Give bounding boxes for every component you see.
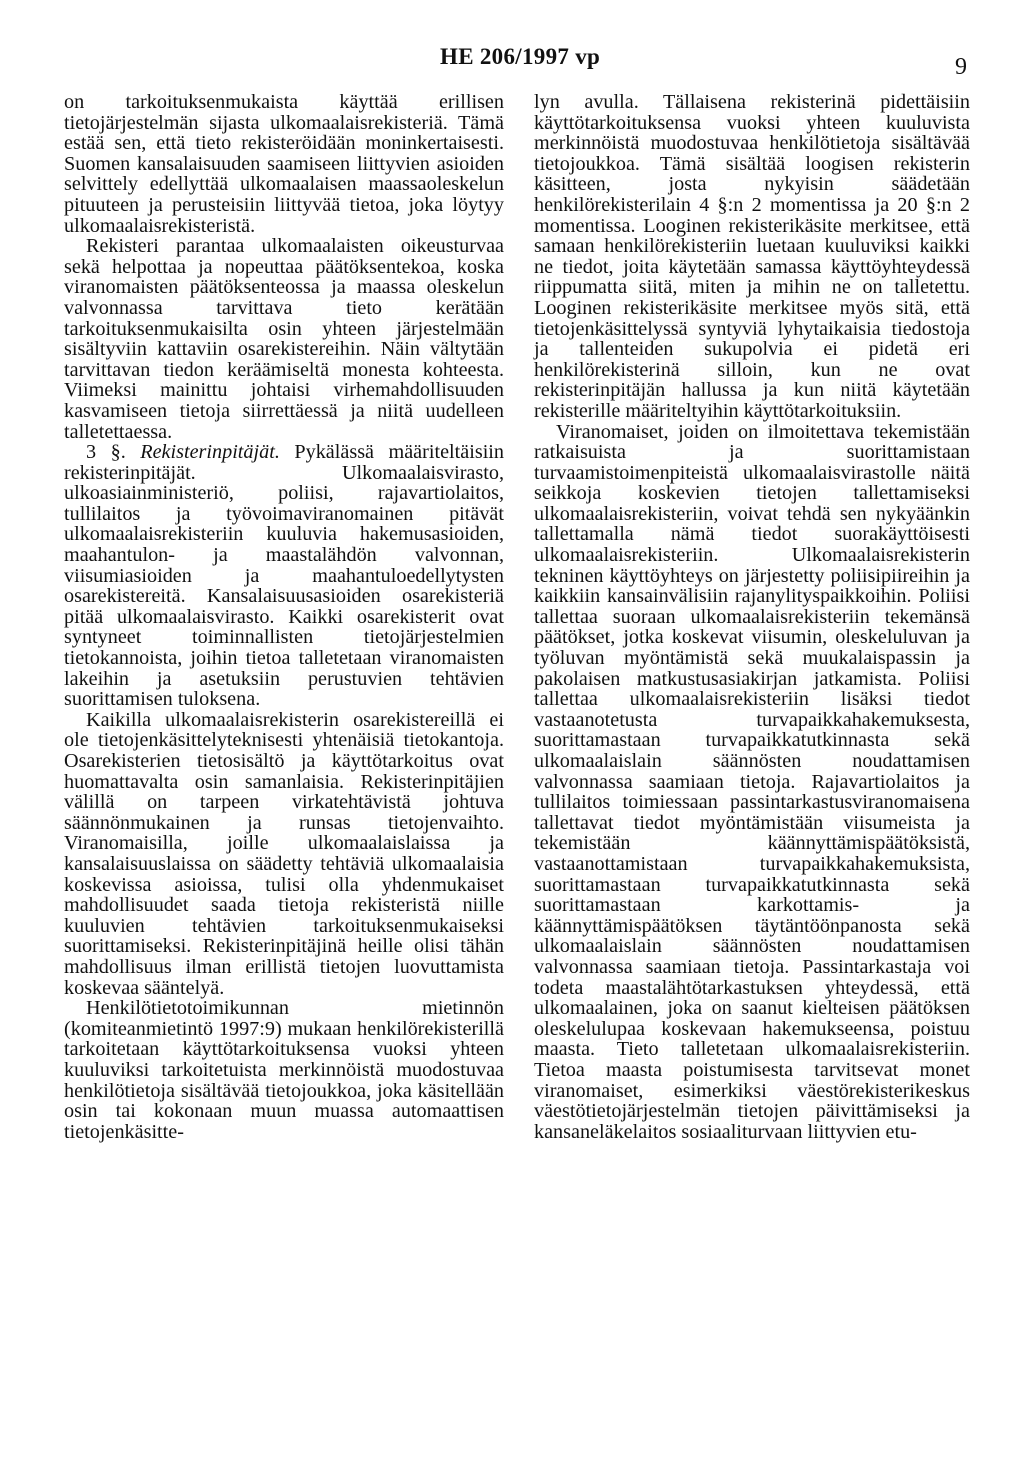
right-column: [534, 92, 970, 1142]
paragraph: Rekisteri parantaa ulkomaalaisten oikeusturvaa sekä helpottaa ja nopeuttaa päätöksentekoa, koska viranomaisten päätöksenteossa ja maassa oleskelun valvonnassa tarvittava tieto kerätään tarkoituksenmukaisilta osin yhteen järjestelmään sisältyviin kattaviin osarekistereihin. Näin vältytään tarvittavan tiedon keräämiseltä monesta kohteesta. Viimeksi mainittu johtaisi virhemahdollisuuden kasvamiseen tietoja siirrettäessä ja niitä uudelleen talletettaessa.: [64, 235, 504, 443]
section-body: Pykälässä määriteltäisiin rekisterinpitäjät. Ulkomaalaisvirasto, ulkoasiainministeriö, poliisi, rajavartiolaitos, tullilaitos ja työvoimaviranomainen pitävät ulkomaalaisrekisteriin kuuluvia hakemusasioiden, maahantulon- ja maastalähdön valvonnan, viisumiasioiden ja maahantuloedellytysten osarekistereitä. Kansalaisuusasioiden osarekisteriä pitää ulkomaalaisvirasto. Kaikki osarekisterit ovat syntyneet toiminnallisten tietojärjestelmien tietokannoista, joihin tietoa talletetaan viranomaisten lakeihin ja asetuksiin perustuvien tehtävien suorittamisen tuloksena.: [64, 441, 504, 711]
document-id: HE 206/1997 vp: [440, 44, 601, 69]
paragraph: lyn avulla. Tällaisena rekisterinä pidettäisiin käyttötarkoituksensa vuoksi yhteen kuuluvista merkinnöistä muodostuvaa henkilötietoja sisältävää tietojoukkoa. Tämä sisältää loogisen rekisterin käsitteen, josta nykyisin säädetään henkilörekisterilain 4 §:n 2 momentissa ja 20 §:n 2 momentissa. Looginen rekisterikäsite merkitsee, että samaan henkilörekisteriin luetaan kuuluviksi kaikki ne tiedot, joita käytetään samassa käyttöyhteydessä riippumatta siitä, miten ja mihin ne on talletettu. Looginen rekisterikäsite merkitsee myös sitä, että tietojenkäsittelyssä syntyviä lyhytaikaisia tiedostoja ja tallenteiden sukupolvia ei pidetä eri henkilörekisterinä silloin, kun ne ovat rekisterinpitäjän hallussa ja kun niitä käytetään rekisterille määriteltyihin käyttötarkoituksiin.: [534, 91, 970, 422]
page-number: 9: [955, 54, 967, 80]
section-title: Rekisterinpitäjät.: [140, 441, 280, 464]
paragraph: on tarkoituksenmukaista käyttää erillisen tietojärjestelmän sijasta ulkomaalaisrekisteriä. Tämä estää sen, että tieto rekisteröidään moninkertaisesti. Suomen kansalaisuuden saamiseen liittyvien asioiden selvittely edellyttää ulkomaalaisen maassaoleskelun pituuteen ja perusteisiin liittyvää tietoa, joka löytyy ulkomaalaisrekisteristä.: [64, 91, 504, 237]
page-header: [0, 44, 1024, 84]
section-number: 3 §.: [86, 441, 126, 464]
section-paragraph: [64, 442, 504, 710]
left-column: [64, 92, 504, 1142]
paragraph: Viranomaiset, joiden on ilmoitettava tekemistään ratkaisuista ja suorittamistaan turvaamistoimenpiteistä ulkomaalaisvirastolle näitä seikkoja koskevien tietojen tallettamiseksi ulkomaalaisrekisteriin, voivat tehdä sen nykyäänkin tallettamalla nämä tiedot suorakäyttöisesti ulkomaalaisrekisteriin. Ulkomaalaisrekisterin tekninen käyttöyhteys on järjestetty poliisipiireihin ja kaikkiin kansainvälisiin rajanylityspaikkoihin. Poliisi tallettaa suoraan ulkomaalaisrekisteriin tekemänsä päätökset, jotka koskevat viisumin, oleskeluluvan ja työluvan myöntämistä sekä muukalaispassin ja pakolaisen matkustusasiakirjan jatkamista. Poliisi tallettaa ulkomaalaisrekisteriin lisäksi tiedot vastaanotetusta turvapaikkahakemuksesta, suorittamastaan turvapaikkatutkinnasta sekä ulkomaalaislain säännösten noudattamisen valvonnassa saamiaan tietoja. Rajavartiolaitos ja tullilaitos toimiessaan passintarkastusviranomaisena tallettavat tiedot myöntämistään viisumeista ja tekemistään käännyttämispäätöksistä, vastaanottamistaan turvapaikkahakemuksista, suorittamastaan turvapaikkatutkinnasta sekä suorittamastaan karkottamis- ja käännyttämispäätöksen täytäntöönpanosta sekä ulkomaalaislain säännösten noudattamisen valvonnassa saamiaan tietoja. Passintarkastaja voi todeta maastalähtötarkastuksen yhteydessä, että ulkomaalainen, joka on saanut kielteisen päätöksen oleskelulupaa koskevaan hakemukseensa, poistuu maasta. Tieto talletetaan ulkomaalaisrekisteriin. Tietoa maasta poistumisesta tarvitsevat monet viranomaiset, esimerkiksi väestörekisterikeskus väestötietojärjestelmän tietojen päivittämiseksi ja kansaneläkelaitos sosiaaliturvaan liittyvien etu-: [534, 420, 970, 1143]
paragraph: Henkilötietotoimikunnan mietinnön (komiteanmietintö 1997:9) mukaan henkilörekisterillä tarkoitetaan käyttötarkoituksensa vuoksi yhteen kuuluviksi tarkoitetuista merkinnöistä muodostuvaa henkilötietoja sisältävää tietojoukkoa, joka käsitellään osin tai kokonaan muun muassa automaattisen tietojenkäsitte-: [64, 997, 504, 1143]
paragraph: Kaikilla ulkomaalaisrekisterin osarekistereillä ei ole tietojenkäsittelyteknisesti yhtenäisiä tietokantoja. Osarekisterien tietosisältö ja käyttötarkoitus ovat huomattavalta osin samanlaisia. Rekisterinpitäjien välillä on tarpeen virkatehtävistä johtuva säännönmukainen ja runsas tietojenvaihto. Viranomaisilla, joille ulkomaalaislaissa ja kansalaisuuslaissa on säädetty tehtäviä ulkomaalaisia koskevissa asioissa, tulisi olla yhdenmukaiset mahdollisuudet saada tietoja rekisteristä niille kuuluvien tehtävien tarkoituksenmukaiseksi suorittamiseksi. Rekisterinpitäjinä heille olisi tähän mahdollisuus ilman erillistä tietojen luovuttamista koskevaa sääntelyä.: [64, 708, 504, 999]
